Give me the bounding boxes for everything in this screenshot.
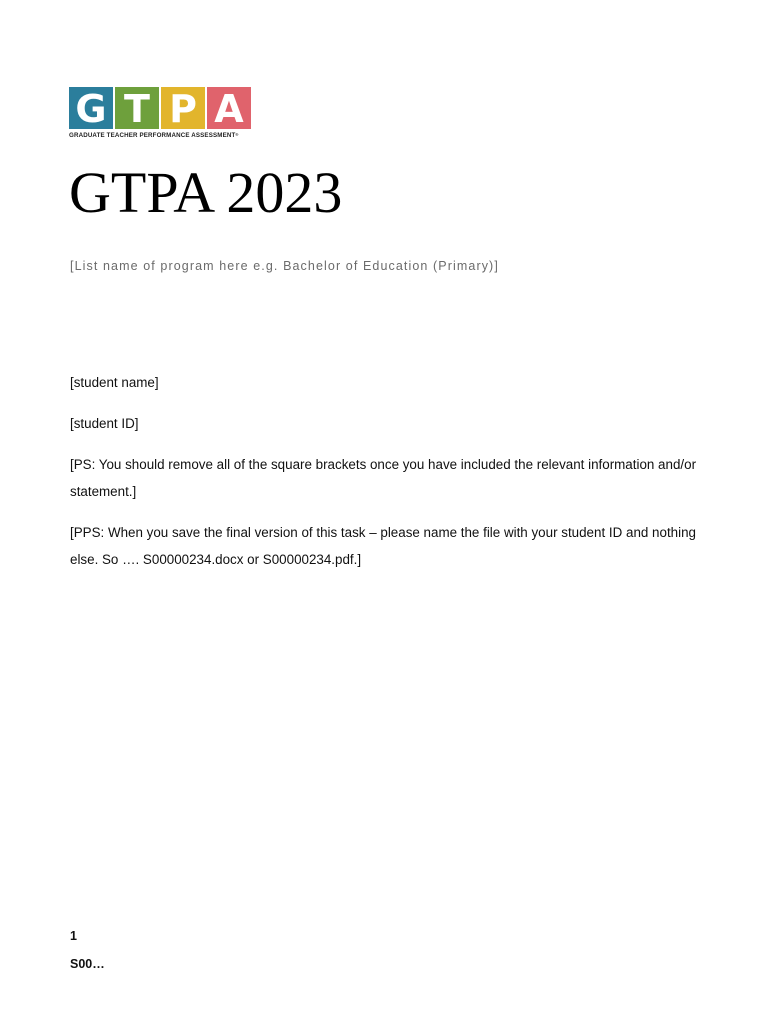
logo-tile-t: T: [115, 87, 159, 129]
registered-mark: ®: [235, 132, 239, 137]
student-id-placeholder: [student ID]: [70, 416, 139, 431]
logo-tile-a: A: [207, 87, 251, 129]
student-name-placeholder: [student name]: [70, 375, 159, 390]
logo-subtitle: [69, 132, 259, 139]
page-number: 1: [70, 929, 77, 943]
gtpa-logo: [69, 87, 259, 143]
ps-note: [PS: You should remove all of the square brackets once you have included the relevant information and/or statement.]: [70, 457, 697, 499]
logo-tiles: [69, 87, 259, 129]
logo-subtitle-text: GRADUATE TEACHER PERFORMANCE ASSESSMENT: [69, 132, 236, 139]
document-title: GTPA 2023: [69, 160, 343, 225]
footer-student-id: S00…: [70, 957, 105, 971]
program-placeholder: [List name of program here e.g. Bachelor of Education (Primary)]: [70, 259, 499, 273]
logo-tile-g: G: [69, 87, 113, 129]
logo-tile-p: P: [161, 87, 205, 129]
pps-note: [PPS: When you save the final version of this task – please name the file with your student ID and nothing else. So …. S00000234.docx or S00000234.pdf.]: [70, 525, 696, 567]
